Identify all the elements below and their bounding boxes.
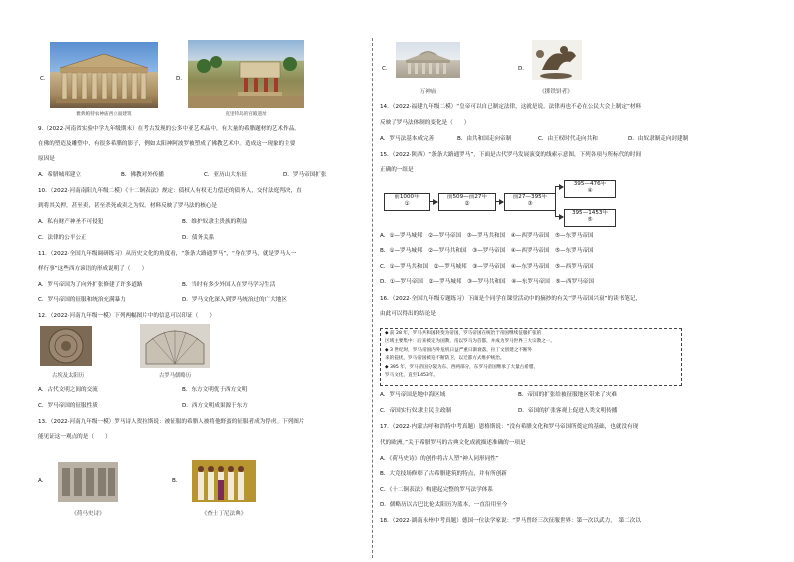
- timeline-box-5-text: 395—1453年 ⑤: [571, 210, 609, 223]
- q11-stem: 样行事”这些西方谚语的形成说明了（ ）: [38, 266, 148, 272]
- note-line: ◆ 前 28 年，罗马共和国转变为帝国，罗马帝国在统治于帝国继续征服扩张的: [385, 331, 542, 336]
- q11-option-a[interactable]: A．罗马帝国为了向外扩张修建了许多道路: [38, 282, 143, 288]
- discobolus-image: [532, 40, 582, 80]
- julian-calendar-image: [140, 324, 210, 368]
- q10-option-c[interactable]: C．法律的公平公正: [38, 235, 87, 241]
- q17-option-c[interactable]: C．《十二铜表法》构建起完整的罗马法学体系: [380, 487, 493, 493]
- q12-option-d[interactable]: D．西方文明成果源于东方: [182, 403, 248, 409]
- q9-option-b[interactable]: B．佛教对外传播: [121, 172, 164, 178]
- homer-epic-caption: 《荷马史诗》: [71, 511, 105, 517]
- q14-option-c[interactable]: C．由王权时代走向共和: [538, 136, 598, 142]
- q17-stem: 17．（2022·内蒙古呼和浩特中考真题）恩格斯说：“没有希腊文化和罗马帝国所奠定的基础，也就没有现: [380, 424, 639, 430]
- q11-option-b[interactable]: B．当时有多少外国人在罗马学习生活: [182, 282, 276, 288]
- q10-stem: 10．（2022·河南南阳九年级二模）《十二铜表法》规定：债权人有权无力偿还的债务人，交付法庭判决，直: [38, 188, 302, 194]
- note-line: 区域主要集中：后来被定为国教，帝以罗马为首都，并成为罗马世界三大宗教之一。: [385, 339, 555, 344]
- q12-stem: 12．（2022·河南九年级一模）下列两幅图片中的信息可以印证（ ）: [38, 313, 215, 319]
- parthenon-illustration: [50, 42, 158, 108]
- justinian-code-image: [192, 460, 256, 502]
- q10-option-b[interactable]: B．维护奴隶主贵族的利益: [182, 219, 248, 225]
- q15-option-d[interactable]: D．①—罗马帝国 ②—罗马城邦 ③—罗马共和国 ④—东罗马帝国 ⑤—西罗马帝国: [380, 279, 594, 285]
- q10-stem: 到将其关押，甚至卖，甚至杀死或卖之为奴。材料反映了罗马法的核心是: [38, 203, 218, 209]
- timeline-box-5: [564, 209, 616, 227]
- q17-option-b[interactable]: B．大竞技场修彰了古希腊建筑的特点，并有所创新: [380, 471, 507, 477]
- q16-option-d[interactable]: D．帝国的扩张客观上促进人类文明传播: [518, 408, 618, 414]
- parthenon-image: [50, 42, 158, 108]
- discobolus-illustration: [532, 40, 582, 80]
- timeline-arrow: [495, 201, 503, 202]
- q17-stem: 代的欧洲。”关于希腊罗马的古典文化成就描述准确的一项是: [380, 440, 526, 446]
- timeline-box-1: [384, 193, 430, 211]
- q9-stem: 9.（2022·河南省实验中学九年级期末）在考古发现的公多中亚艺术品中，有大量的希腊题材的艺术作品。: [38, 126, 300, 132]
- q11-stem: 11．（2022·全国九年级调研练习）从历史文化的角度看，“条条大路通罗马”，“身在罗马，就是罗马人一: [38, 251, 297, 257]
- timeline-arrow: [429, 201, 437, 202]
- q9-stem: 原因是: [38, 156, 55, 162]
- q15-stem: 正确的一组是: [380, 167, 414, 173]
- q16-option-c[interactable]: C．帝国实行奴隶主民主政制: [380, 408, 452, 414]
- knossos-image: [188, 40, 304, 108]
- julian-calendar-illustration: [140, 324, 210, 368]
- homer-epic-image: [58, 462, 118, 502]
- q17-option-a[interactable]: A．《荷马史诗》的创作将古人塑“神人同形同性”: [380, 456, 499, 462]
- note-line: ◆ 3 世纪时，罗马帝国内外危机日益严重日渐衰落，拉丁文创建之不断外: [385, 348, 533, 353]
- q9-stem: 在佛的塑造及雕塑中，有很多希腊的影子，例如太阳神阿波罗被塑成了佛教艺术中。造成这一现象的主要: [38, 141, 296, 147]
- egyptian-calendar-caption: 古埃及太阳历: [51, 373, 85, 379]
- q14-stem: 14．（2022·福建九年级二模）“皇帝可以自已制定法律，这就是说，法律再也不必在公民大会上制定”材料: [380, 104, 642, 110]
- justinian-code-caption: 《查士丁尼法典》: [201, 511, 247, 517]
- q16-stem: 由此可以得出的结论是: [380, 311, 436, 317]
- q14-stem: 反映了罗马法体制的变化是（ ）: [380, 120, 470, 126]
- pantheon-image: [396, 42, 460, 78]
- note-line: 来的侵扰，罗马帝国被迫不断防卫，以迁都方式维护统治。: [385, 356, 505, 361]
- q10-option-a[interactable]: A．私有财产神圣不可侵犯: [38, 219, 104, 225]
- q13-stem: 13．（2022·河南九年级一模）罗马诗人贺拉斯说：被征服的希腊人被将他野蛮的征服者成为俘虏。下列图片: [38, 419, 305, 425]
- timeline-box-2-text: 前509—前27年 ②: [446, 194, 488, 207]
- egyptian-calendar-image: [40, 326, 92, 366]
- q18-stem: 18．（2022·湖南永州中考真题）德国一位法学家说：“罗马曾经三次征服世界：第一次以武力， 第二次以: [380, 518, 641, 524]
- pantheon-illustration: [396, 42, 460, 78]
- pantheon-caption: 万神庙: [419, 89, 437, 95]
- column-divider: [372, 38, 373, 558]
- egyptian-calendar-illustration: [40, 326, 92, 366]
- q9-option-a[interactable]: A．希腊城邦建立: [38, 172, 81, 178]
- knossos-illustration: [188, 40, 304, 108]
- parthenon-caption: 雅典帕特农神庙西立面建筑: [76, 112, 132, 117]
- q13-option-d-label[interactable]: D．: [518, 66, 528, 72]
- q15-stem: 15．（2022·陕西）“条条大路通罗马”，下面是古代罗马发展演变的线索示意图，下列各项与所标代的时间: [380, 152, 642, 158]
- knossos-caption: 克里特岛的宫殿遗址: [225, 112, 267, 117]
- q11-option-c[interactable]: C．罗马帝国的征服和统治充满暴力: [38, 297, 126, 303]
- timeline-arrow: [555, 186, 563, 187]
- q15-option-c[interactable]: C．①—罗马共和国 ②—罗马城邦 ③—罗马帝国 ④—东罗马帝国 ⑤—西罗马帝国: [380, 264, 594, 270]
- timeline-box-4: [564, 180, 616, 198]
- reading-notes-box: [380, 328, 682, 386]
- q14-option-d[interactable]: D．由奴隶制走向封建制: [628, 136, 689, 142]
- timeline-box-2: [438, 193, 496, 211]
- q14-option-b[interactable]: B．由共和国走向帝制: [457, 136, 512, 142]
- q17-option-d[interactable]: D．儒略历以古巴比伦太阳历为蓝本，一直沿用至今: [380, 502, 508, 508]
- timeline-box-4-text: 395—476年 ④: [573, 181, 607, 194]
- q13-option-c-label[interactable]: C．: [382, 66, 392, 72]
- q10-option-d[interactable]: D．债务关系: [182, 235, 215, 241]
- q12-option-c[interactable]: C．罗马帝国的征服性质: [38, 403, 98, 409]
- homer-relief-illustration: [58, 462, 118, 502]
- q14-option-a[interactable]: A．罗马法基本成完善: [380, 136, 435, 142]
- q9-option-c[interactable]: C．亚历山大东征: [204, 172, 248, 178]
- q15-option-a[interactable]: A．①—罗马城邦 ②—罗马帝国 ③—罗马共和国 ④—西罗马帝国 ⑤—东罗马帝国: [380, 233, 594, 239]
- note-line: 罗马文化，直至1453年。: [385, 373, 439, 378]
- q12-option-a[interactable]: A．古代文明之间的交流: [38, 387, 98, 393]
- q16-option-a[interactable]: A．罗马帝国是地中海区域: [380, 392, 446, 398]
- q8-option-c-label: C.: [40, 76, 46, 82]
- timeline-branch-line: [555, 186, 556, 216]
- q12-option-b[interactable]: B．东方文明优于西方文明: [182, 387, 248, 393]
- justinian-mosaic-illustration: [192, 460, 256, 502]
- discobolus-caption: 《掷铁饼者》: [539, 89, 573, 95]
- q8-option-d-label: D.: [176, 76, 183, 82]
- q16-stem: 16．（2022·全国九年级专题练习）下面是个同学在课堂活动中的摘抄的有关“罗马帝国兴衰”的读书笔记，: [380, 296, 642, 302]
- timeline-box-1-text: 前1000年 ①: [394, 194, 420, 207]
- note-line: ◆ 395 年，罗马帝国分裂为东、西两部分，东罗马帝国继承了大量古希腊、: [385, 365, 539, 370]
- q11-option-d[interactable]: D．罗马文化深入到罗马统治过的广大地区: [182, 297, 287, 303]
- q9-option-d[interactable]: D．罗马帝国扩张: [283, 172, 327, 178]
- q15-option-b[interactable]: B．①—罗马城邦 ②—罗马共和国 ③—罗马帝国 ④—西罗马帝国 ⑤—东罗马帝国: [380, 248, 594, 254]
- q13-option-b-label[interactable]: B．: [172, 478, 182, 484]
- julian-calendar-caption: 古罗马儒略历: [158, 373, 192, 379]
- q16-option-b[interactable]: B．帝国的扩张给被征服地区带来了灾难: [518, 392, 617, 398]
- timeline-arrow: [555, 216, 563, 217]
- q13-option-a-label[interactable]: A．: [38, 478, 48, 484]
- q13-stem: 能见证这一观点的是（ ）: [38, 434, 111, 440]
- timeline-box-3-text: 前27—395年 ③: [512, 194, 548, 207]
- timeline-box-3: [504, 193, 556, 211]
